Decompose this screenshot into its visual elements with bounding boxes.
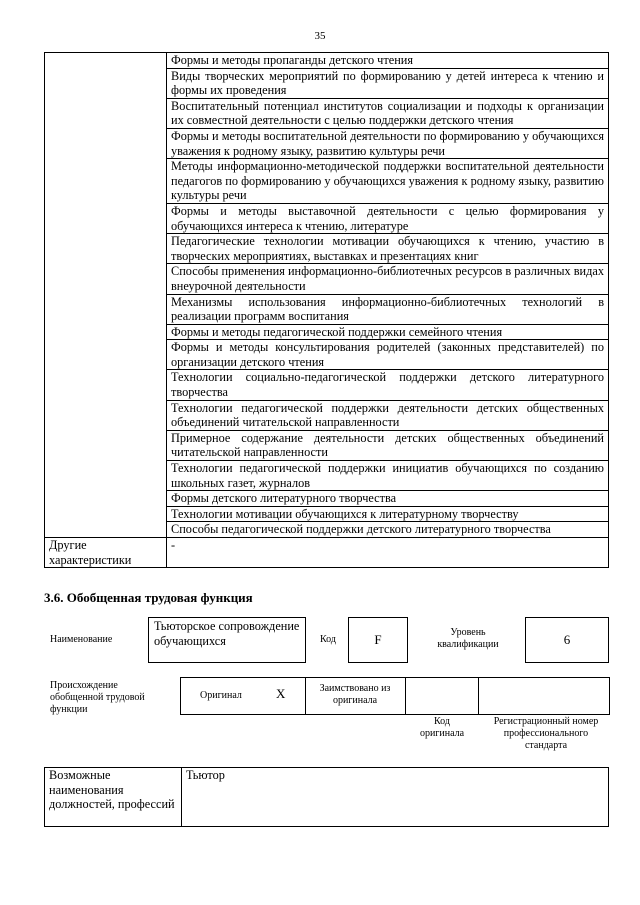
table-row: [45, 506, 609, 522]
positions-table: [44, 767, 609, 827]
original-label: Оригинал: [200, 690, 242, 701]
table-row: [45, 264, 609, 294]
origin-divider-3: [478, 677, 479, 715]
borrowed-label: Заимствовано из оригинала: [319, 683, 391, 706]
original-mark: X: [276, 686, 286, 701]
table-cell: Механизмы использования информационно-библиотечных технологий в реализации программ воспитания: [167, 294, 609, 324]
table-cell: Формы и методы воспитательной деятельности по формированию у обучающихся уважения к родному языку, развитию культуры речи: [167, 128, 609, 158]
knowledge-table: [44, 52, 609, 568]
other-value: -: [167, 538, 609, 568]
table-row: [45, 491, 609, 507]
table-row: [45, 68, 609, 98]
table-cell: Виды творческих мероприятий по формированию у детей интереса к чтению и формы их проведения: [167, 68, 609, 98]
page-number: 35: [314, 30, 326, 42]
table-row: [45, 430, 609, 460]
table-cell: Примерное содержание деятельности детских общественных объединений читательской направленности: [167, 430, 609, 460]
table-cell: Технологии педагогической поддержки деятельности детских общественных объединений читательской направленности: [167, 400, 609, 430]
name-label: Наименование: [50, 634, 113, 645]
table-cell: Формы и методы педагогической поддержки семейного чтения: [167, 324, 609, 340]
code-value: F: [348, 617, 408, 663]
table-cell: Технологии мотивации обучающихся к литературному творчеству: [167, 506, 609, 522]
table-cell: Формы и методы пропаганды детского чтения: [167, 53, 609, 69]
table-row: [45, 400, 609, 430]
table-row: [45, 522, 609, 538]
table-cell: Формы и методы консультирования родителей (законных представителей) по организации детского чтения: [167, 340, 609, 370]
name-value: Тьюторское сопровождение обучающихся: [148, 617, 306, 663]
table-cell: Формы и методы выставочной деятельности с целью формирования у обучающихся интереса к чтению, литературе: [167, 203, 609, 233]
table-row: [45, 203, 609, 233]
positions-label: Возможные наименования должностей, профессий: [45, 768, 182, 827]
table-row: [45, 324, 609, 340]
other-label: Другие характеристики: [45, 538, 167, 568]
table-cell: Способы применения информационно-библиотечных ресурсов в различных видах внеурочной деятельности: [167, 264, 609, 294]
table-row: [45, 294, 609, 324]
table-cell: Формы детского литературного творчества: [167, 491, 609, 507]
table-cell: Воспитательный потенциал институтов социализации и подходы к организации их совместной деятельности с целью поддержки детского чтения: [167, 98, 609, 128]
section-title: 3.6. Обобщенная трудовая функция: [44, 590, 253, 605]
table-row: [45, 128, 609, 158]
reg-caption: Регистрационный номер профессионального стандарта: [493, 716, 599, 751]
table-cell: Методы информационно-методической поддержки воспитательной деятельности педагогов по формированию у обучающихся уважения к родному языку, развитию культуры речи: [167, 159, 609, 204]
table-cell: Технологии педагогической поддержки инициатив обучающихся по созданию школьных газет, журналов: [167, 461, 609, 491]
table-row: [45, 370, 609, 400]
positions-value: Тьютор: [182, 768, 609, 827]
code-label: Код: [320, 634, 336, 645]
table-row: [45, 234, 609, 264]
table-cell: Технологии социально-педагогической поддержки детского литературного творчества: [167, 370, 609, 400]
origin-divider-1: [305, 677, 306, 715]
table-cell: Педагогические технологии мотивации обучающихся к чтению, участию в творческих мероприятиях, выставках и презентациях книг: [167, 234, 609, 264]
table-row: [45, 340, 609, 370]
table-row: [45, 53, 609, 69]
table-row-other: [45, 538, 609, 568]
origin-label: Происхождение обобщенной трудовой функции: [50, 680, 145, 715]
level-value: 6: [525, 617, 609, 663]
table-row: [45, 98, 609, 128]
table-row: [45, 768, 609, 827]
table-cell: Способы педагогической поддержки детского литературного творчества: [167, 522, 609, 538]
table-row: [45, 461, 609, 491]
table-row: [45, 159, 609, 204]
code-caption: Код оригинала: [419, 716, 465, 739]
origin-divider-2: [405, 677, 406, 715]
level-label: Уровень квалификации: [437, 627, 499, 650]
